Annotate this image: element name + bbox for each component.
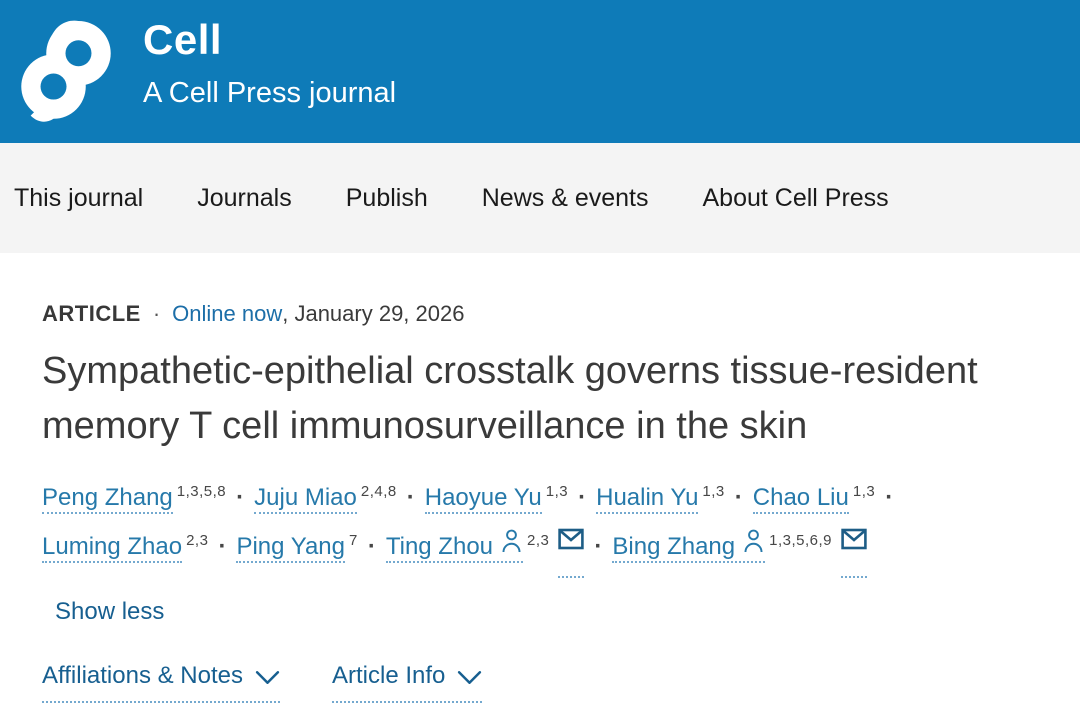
author-separator: ·: [734, 484, 743, 511]
author-superscript: 1,3: [545, 483, 569, 500]
author-superscript: 1,3,5,8: [176, 483, 227, 500]
author: [753, 484, 875, 511]
author-name: Chao Liu: [752, 484, 849, 511]
affiliations-notes-label: Affiliations & Notes: [42, 662, 243, 689]
cell-press-logo: [14, 13, 118, 131]
chevron-down-icon: [457, 664, 482, 692]
main-nav: [0, 143, 1080, 253]
brand-block: [143, 16, 396, 110]
author-name: Peng Zhang: [42, 484, 173, 511]
person-icon: [500, 528, 523, 574]
article-info-button[interactable]: [332, 660, 482, 703]
author-link[interactable]: [386, 533, 523, 563]
author-link[interactable]: [254, 484, 357, 514]
author-line: [42, 524, 1050, 578]
email-icon[interactable]: [841, 528, 867, 578]
article-title: Sympathetic-epithelial crosstalk governs tissue-resident memory T cell immunosurveillance in the skin: [42, 350, 978, 447]
cell-press-logo-icon[interactable]: [14, 13, 118, 131]
article-type-label: ARTICLE: [42, 301, 141, 326]
author-name: Luming Zhao: [42, 533, 183, 560]
person-icon: [742, 528, 765, 574]
nav-item-news-events[interactable]: News & events: [481, 183, 649, 212]
author: [612, 533, 867, 560]
author-line: [42, 475, 1050, 524]
author-name: Juju Miao: [254, 484, 357, 511]
nav-item-publish[interactable]: Publish: [345, 183, 428, 212]
affiliations-notes-button[interactable]: [42, 660, 280, 703]
chevron-down-icon: [255, 664, 280, 692]
publish-date: , January 29, 2026: [282, 301, 465, 326]
author-superscript: 1,3: [852, 483, 876, 500]
author: [254, 484, 397, 511]
author: [386, 533, 585, 560]
email-icon[interactable]: [558, 528, 584, 578]
author: [42, 484, 226, 511]
author-superscript: 2,3: [527, 532, 550, 549]
author-separator: ·: [367, 533, 376, 560]
online-now-link[interactable]: Online now: [172, 301, 283, 326]
author-lines: [42, 475, 1050, 578]
expander-row: [42, 660, 1050, 703]
author-separator: ·: [236, 484, 245, 511]
author: [425, 484, 568, 511]
author-name: Bing Zhang: [612, 533, 736, 560]
article-info-label: Article Info: [332, 662, 446, 689]
author-name: Hualin Yu: [596, 484, 699, 511]
author: [42, 533, 208, 560]
author-link[interactable]: [42, 484, 173, 514]
author-separator: ·: [885, 484, 894, 511]
article-meta: [42, 301, 1050, 327]
author-name: Ting Zhou: [385, 533, 494, 560]
show-less-link[interactable]: Show less: [55, 598, 165, 625]
author: [236, 533, 357, 560]
author-separator: ·: [218, 533, 227, 560]
author-separator: ·: [406, 484, 415, 511]
journal-brand[interactable]: Cell: [143, 16, 223, 63]
author-superscript: 1,3: [702, 483, 725, 500]
author-link[interactable]: [42, 533, 182, 563]
author-superscript: 1,3,5,6,9: [769, 532, 833, 549]
author-superscript: 2,4,8: [360, 483, 397, 500]
nav-item-this-journal[interactable]: This journal: [14, 183, 144, 212]
author-superscript: 2,3: [186, 532, 209, 549]
author-name: Ping Yang: [236, 533, 345, 560]
author-link[interactable]: [236, 533, 345, 563]
author-link[interactable]: [425, 484, 542, 514]
author-superscript: 7: [349, 532, 358, 549]
author-link[interactable]: [596, 484, 698, 514]
author-separator: ·: [594, 533, 603, 560]
site-header: [0, 0, 1080, 143]
brand-tagline: A Cell Press journal: [143, 77, 397, 109]
article-header: [0, 253, 1080, 703]
nav-item-about-cell-press[interactable]: About Cell Press: [702, 183, 889, 212]
author-link[interactable]: [753, 484, 849, 514]
author-name: Haoyue Yu: [424, 484, 542, 511]
author: [596, 484, 725, 511]
meta-separator: ·: [152, 301, 161, 326]
nav-item-journals[interactable]: Journals: [197, 183, 292, 212]
author-separator: ·: [578, 484, 587, 511]
author-link[interactable]: [612, 533, 765, 563]
